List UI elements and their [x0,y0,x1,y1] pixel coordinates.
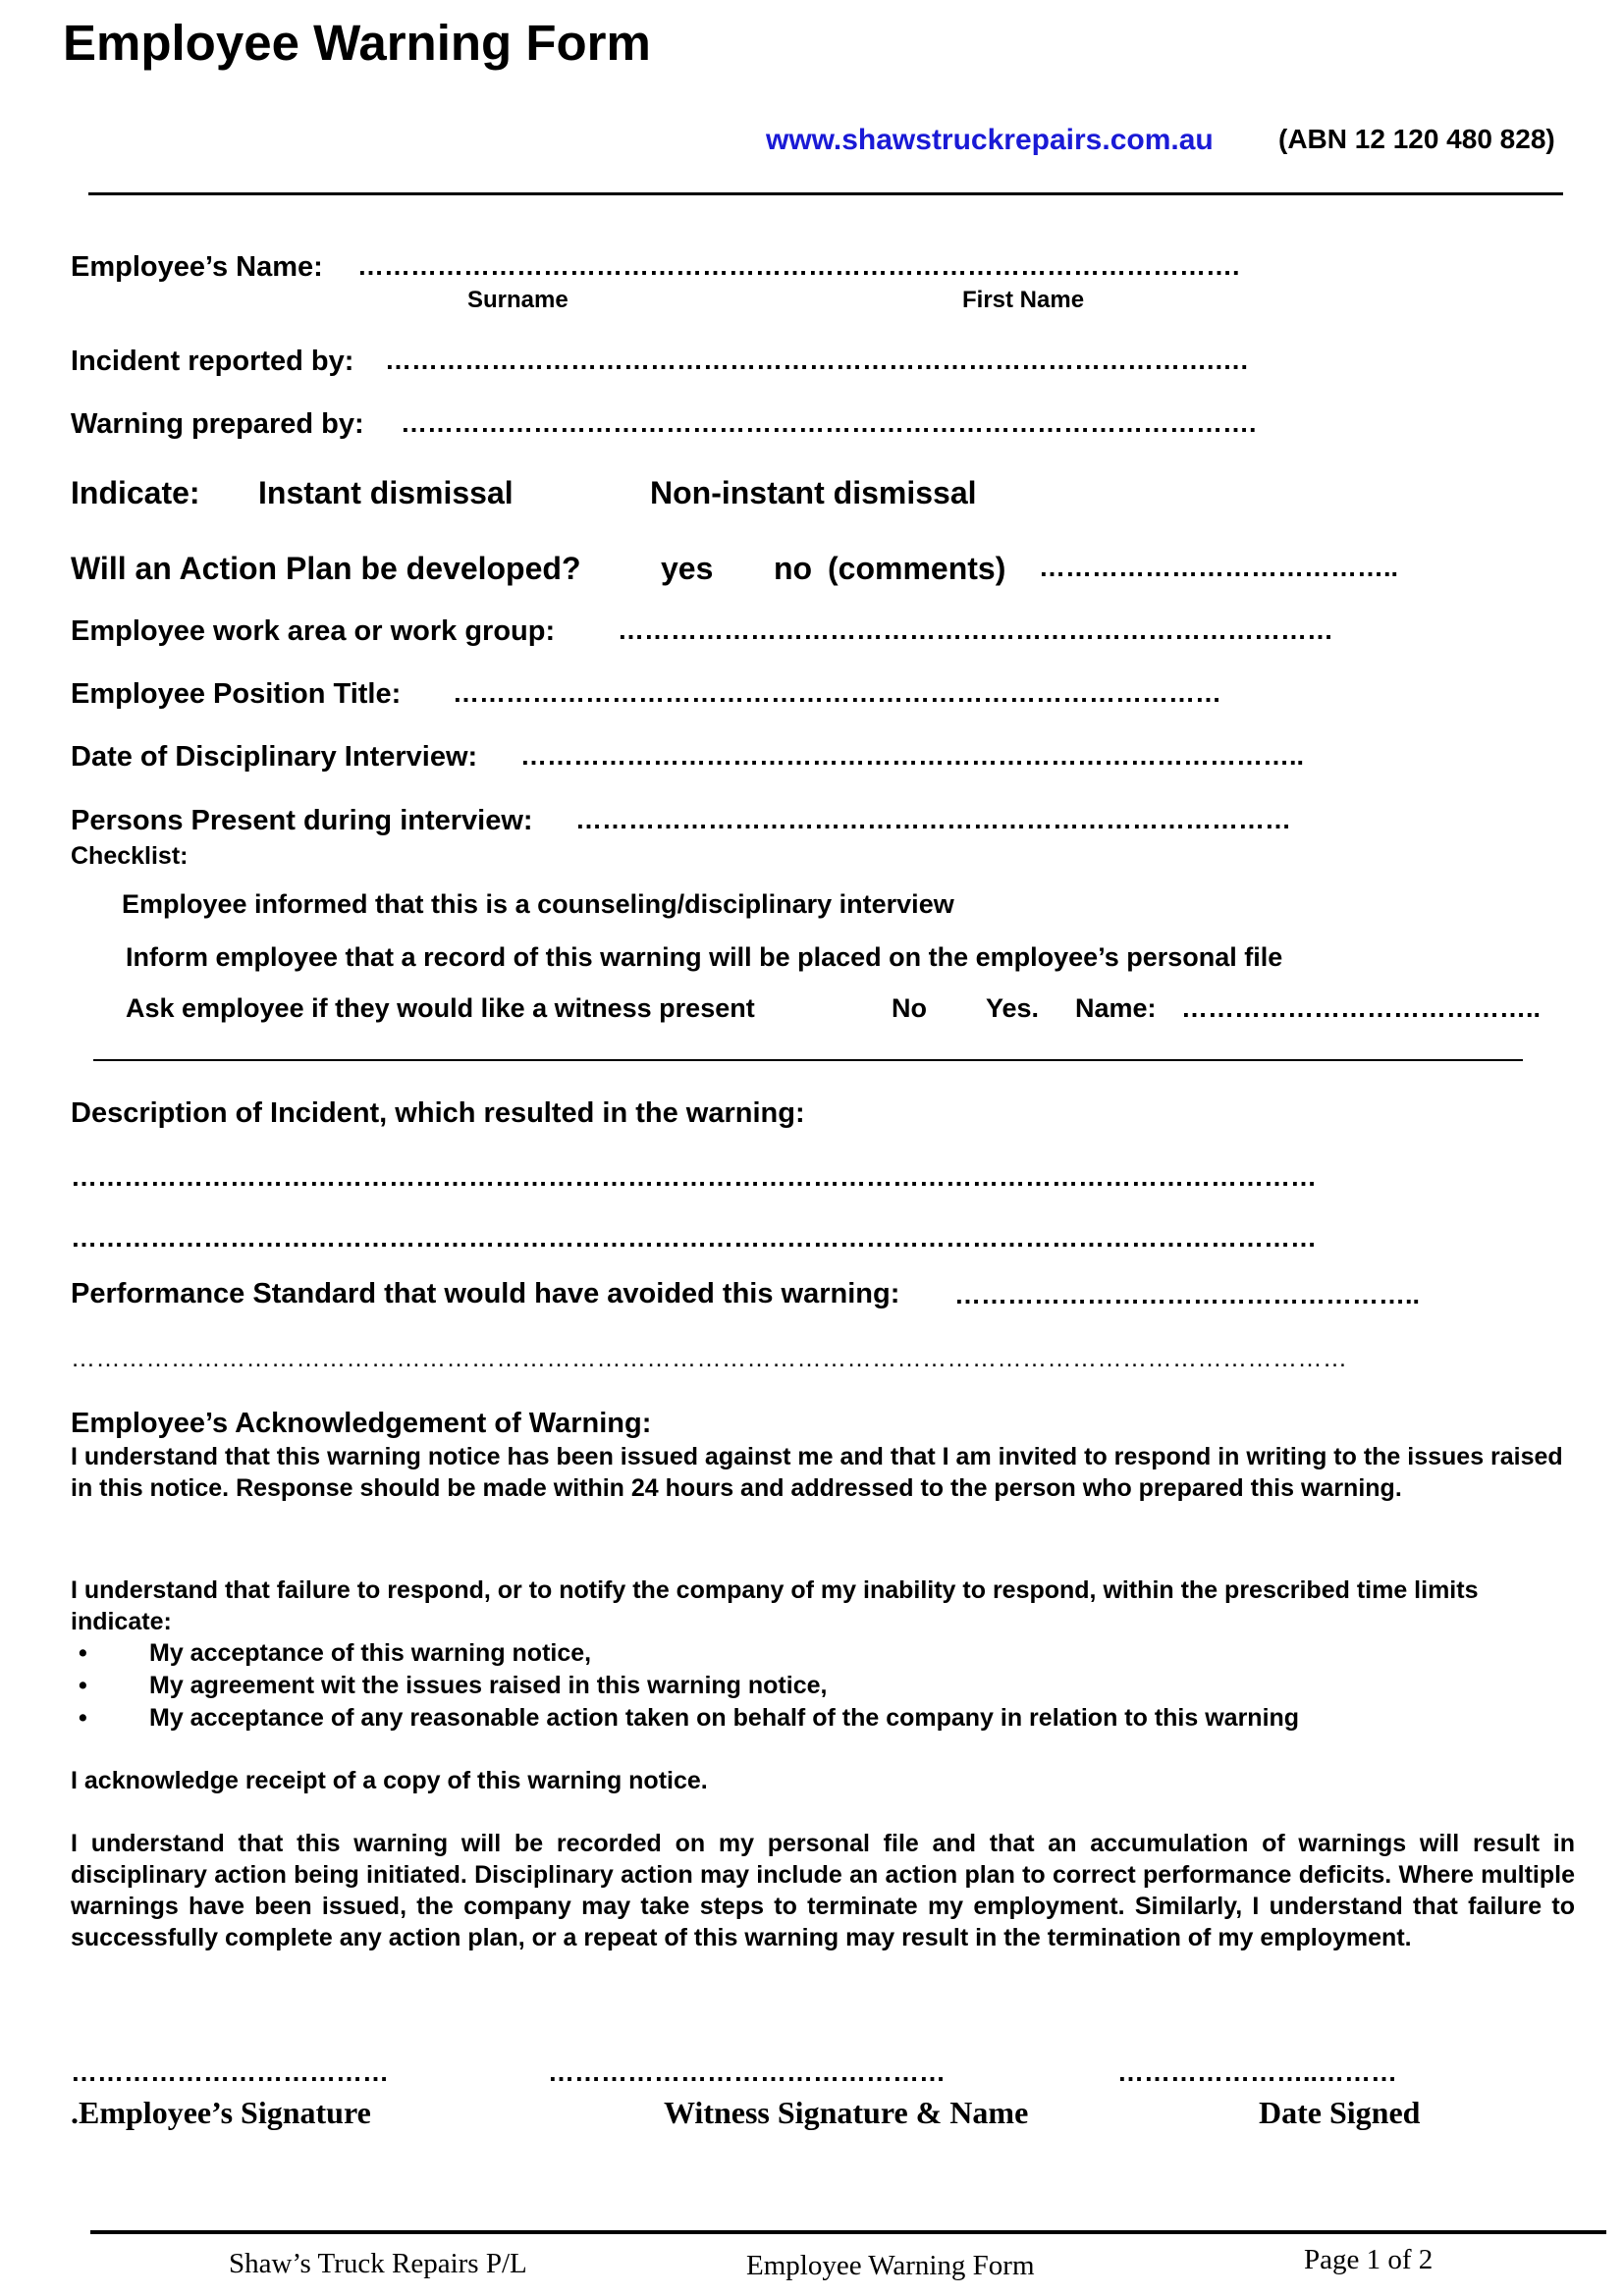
checklist-item-counseling[interactable]: Employee informed that this is a counseling/disciplinary interview [122,889,954,919]
surname-caption: Surname [467,287,568,313]
work-area-field[interactable]: ……………………………………………………………………… [618,615,1333,645]
action-plan-label: Will an Action Plan be developed? [71,551,581,586]
action-plan-comments-field[interactable]: ………………………………….. [1039,553,1399,582]
acknowledgement-paragraph-3: I acknowledge receipt of a copy of this warning notice. [71,1767,708,1794]
persons-present-field[interactable]: ……………………………………………………………………… [575,805,1291,834]
date-signed-label: Date Signed [1259,2095,1421,2130]
position-title-label: Employee Position Title: [71,678,402,710]
employee-name-label: Employee’s Name: [71,251,323,283]
website-link[interactable]: www.shawstruckrepairs.com.au [766,124,1214,156]
checklist-divider [93,1059,1523,1061]
acknowledgement-paragraph-4: I understand that this warning will be recorded on my personal file and that an accumulation of warnings will result in disciplinary action being initiated. Disciplinary action may include an action plan to correct performance deficits. Where multiple warnings have been issued, the company may take steps to terminate my employment. Similarly, I understand that failure to successfully complete any action plan, or a repeat of this warning may result in the termination of my employment. [71,1830,1575,1951]
interview-date-label: Date of Disciplinary Interview: [71,741,478,773]
action-plan-no-option[interactable]: no [774,551,813,586]
footer-divider [90,2230,1606,2234]
first-name-caption: First Name [962,287,1085,313]
witness-name-label: Name: [1075,993,1157,1023]
bullet-dot: • [79,1704,87,1732]
action-plan-yes-option[interactable]: yes [661,551,714,586]
interview-date-field[interactable]: …………………………………………………………………………….. [520,741,1305,771]
witness-signature-label: Witness Signature & Name [664,2095,1029,2130]
witness-no-option[interactable]: No [892,993,927,1023]
witness-yes-option[interactable]: Yes. [986,993,1040,1023]
action-plan-comments-label: (comments) [828,551,1006,586]
header-divider [88,192,1563,195]
instant-dismissal-option[interactable]: Instant dismissal [258,475,514,510]
work-area-label: Employee work area or work group: [71,615,556,647]
incident-description-line-2[interactable]: …………………………………………………………………………………………………………………………… [71,1223,1317,1253]
acknowledgement-heading: Employee’s Acknowledgement of Warning: [71,1408,652,1439]
position-title-field[interactable]: …………………………………………………………………………… [453,678,1221,708]
abn-number: (ABN 12 120 480 828) [1278,124,1555,154]
incident-reported-field[interactable]: ………………………………………………………………………………….…. [385,346,1249,375]
performance-standard-label: Performance Standard that would have avoided this warning: [71,1278,900,1309]
performance-standard-line[interactable]: ……………………………………………………………………………………………………………………………………… [71,1345,1348,1372]
employee-signature-field[interactable]: ……………………………… [71,2057,389,2087]
persons-present-label: Persons Present during interview: [71,805,533,836]
employee-name-field[interactable]: ………………………………………………………………………………………. [357,251,1240,281]
incident-reported-label: Incident reported by: [71,346,354,377]
acknowledgement-paragraph-1: I understand that this warning notice has been issued against me and that I am invited to respond in writing to the issues raised in this notice. Response should be made within 24 hours and addressed to the person who prepared this warning. [71,1443,1563,1502]
warning-prepared-label: Warning prepared by: [71,408,364,440]
witness-signature-field[interactable]: ……………………………………… [548,2057,946,2087]
witness-name-field[interactable]: ………………………………….. [1181,993,1542,1023]
incident-description-label: Description of Incident, which resulted in the warning: [71,1097,805,1129]
employee-signature-label: .Employee’s Signature [71,2095,371,2130]
performance-standard-field[interactable]: …………………………………………….. [954,1280,1421,1309]
incident-description-line-1[interactable]: …………………………………………………………………………………………………………………………… [71,1162,1317,1192]
footer-company: Shaw’s Truck Repairs P/L [229,2248,527,2279]
bullet-item-1: My acceptance of this warning notice, [149,1639,592,1667]
acknowledgement-paragraph-2: I understand that failure to respond, or to notify the company of my inability to respond, within the prescribed time limits indicate: [71,1576,1479,1635]
page-title: Employee Warning Form [63,15,651,71]
date-signed-field[interactable]: …………………..……… [1117,2057,1398,2087]
indicate-label: Indicate: [71,475,200,510]
footer-page-number: Page 1 of 2 [1304,2244,1434,2275]
checklist-label: Checklist: [71,842,189,870]
checklist-item-record[interactable]: Inform employee that a record of this warning will be placed on the employee’s personal file [126,942,1283,972]
bullet-item-3: My acceptance of any reasonable action taken on behalf of the company in relation to this warning [149,1704,1300,1732]
bullet-dot: • [79,1672,87,1699]
checklist-item-witness[interactable]: Ask employee if they would like a witness present [126,993,755,1023]
footer-form-name: Employee Warning Form [746,2250,1035,2281]
warning-prepared-field[interactable]: ……………………………………………………………………………………. [401,408,1257,438]
bullet-item-2: My agreement wit the issues raised in this warning notice, [149,1672,828,1699]
non-instant-dismissal-option[interactable]: Non-instant dismissal [650,475,977,510]
bullet-dot: • [79,1639,87,1667]
